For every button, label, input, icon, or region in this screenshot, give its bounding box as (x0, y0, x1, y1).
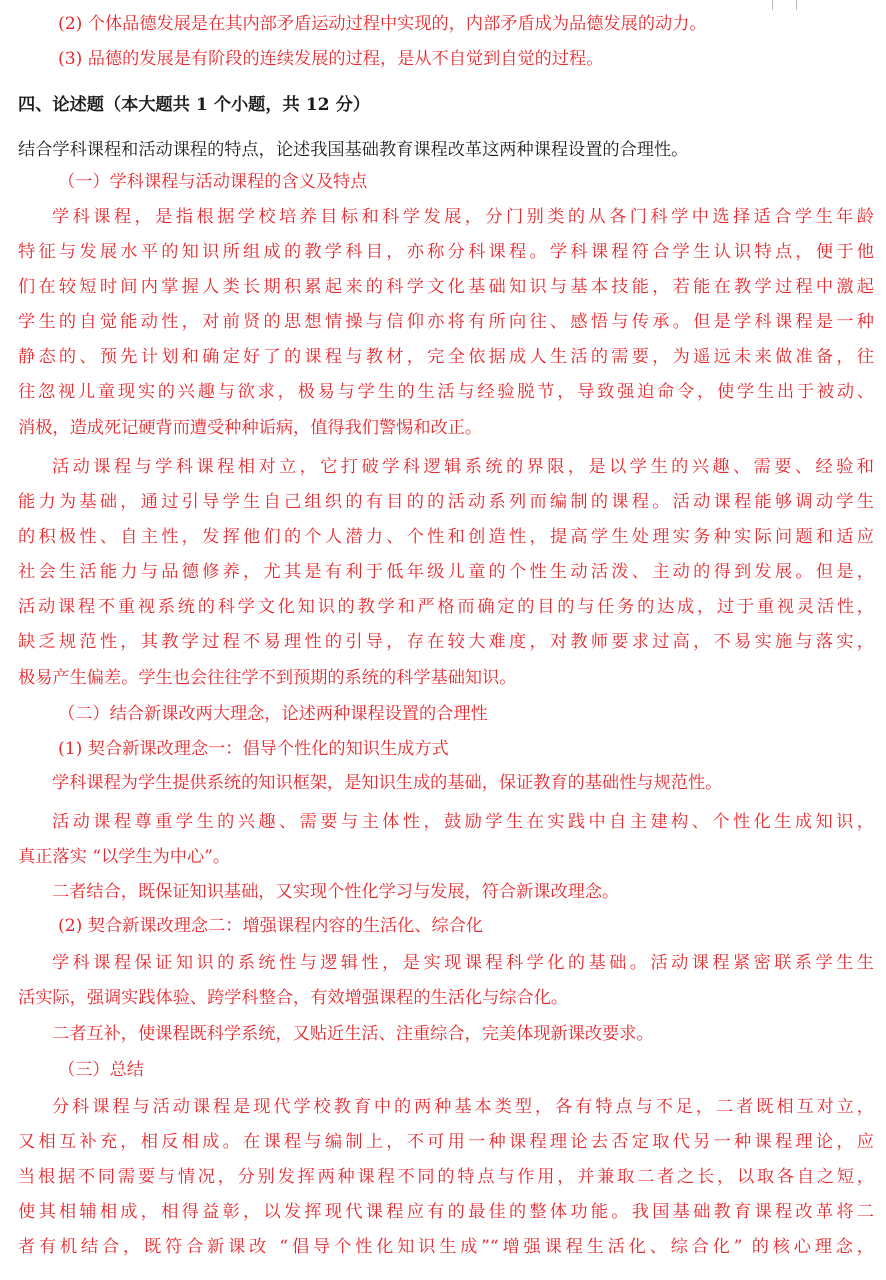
point-heading-1: (1) 契合新课改理念一：倡导个性化的知识生成方式 (58, 739, 449, 759)
paragraph-line: 当根据不同需要与情况，分别发挥两种课程不同的特点与作用，并兼取二者之长，以取各自之短， (18, 1167, 874, 1187)
paragraph-line: 的积极性、自主性，发挥他们的个人潜力、个性和创造性，提高学生处理实务种实际问题和适应 (18, 527, 874, 547)
paragraph-line: 活动课程与学科课程相对立，它打破学科逻辑系统的界限，是以学生的兴趣、需要、经验和 (52, 457, 874, 477)
paragraph-line: 二者结合，既保证知识基础，又实现个性化学习与发展，符合新课改理念。 (52, 882, 620, 902)
paragraph-line: 往忽视儿童现实的兴趣与欲求，极易与学生的生活与经验脱节，导致强迫命令，使学生出于被动、 (18, 382, 874, 402)
paragraph-line: 消极，造成死记硬背而遭受种种诟病，值得我们警惕和改正。 (18, 418, 483, 438)
paragraph-line: 学科课程保证知识的系统性与逻辑性，是实现课程科学化的基础。活动课程紧密联系学生生 (52, 953, 874, 973)
paragraph-line: 者有机结合，既符合新课改 “倡导个性化知识生成”“增强课程生活化、综合化” 的核心理念， (18, 1237, 874, 1257)
paragraph-line: 活实际，强调实践体验、跨学科整合，有效增强课程的生活化与综合化。 (18, 988, 569, 1008)
paragraph-line: 学科课程为学生提供系统的知识框架，是知识生成的基础，保证教育的基础性与规范性。 (52, 773, 723, 793)
paragraph-line: 社会生活能力与品德修养，尤其是有利于低年级儿童的个性生动活泼、主动的得到发展。但是， (18, 562, 874, 582)
page-corner-mark (772, 0, 773, 10)
paragraph-line: 活动课程不重视系统的科学文化知识的教学和严格而确定的目的与任务的达成，过于重视灵活性， (18, 597, 874, 617)
page-corner-mark (796, 0, 797, 10)
paragraph-line: 缺乏规范性，其教学过程不易理性的引导，存在较大难度，对教师要求过高，不易实施与落实， (18, 632, 874, 652)
question-text: 结合学科课程和活动课程的特点，论述我国基础教育课程改革这两种课程设置的合理性。 (18, 140, 689, 160)
paragraph-line: 静态的、预先计划和确定好了的课程与教材，完全依据成人生活的需要，为遥远未来做准备，往 (18, 347, 874, 367)
paragraph-line: 能力为基础，通过引导学生自己组织的有目的的活动系列而编制的课程。活动课程能够调动学生 (18, 492, 874, 512)
paragraph-line: 们在较短时间内掌握人类长期积累起来的科学文化基础知识与基本技能，若能在教学过程中激起 (18, 277, 874, 297)
subheading-1: （一）学科课程与活动课程的含义及特点 (58, 172, 368, 192)
subheading-2: （二）结合新课改两大理念，论述两种课程设置的合理性 (58, 704, 488, 724)
paragraph-line: 活动课程尊重学生的兴趣、需要与主体性，鼓励学生在实践中自主建构、个性化生成知识， (52, 812, 874, 832)
paragraph-line: 分科课程与活动课程是现代学校教育中的两种基本类型，各有特点与不足，二者既相互对立， (52, 1097, 874, 1117)
point-heading-2: (2) 契合新课改理念二：增强课程内容的生活化、综合化 (58, 916, 484, 936)
paragraph-line: 二者互补，使课程既科学系统，又贴近生活、注重综合，完美体现新课改要求。 (52, 1024, 654, 1044)
section-heading: 四、论述题（本大题共 1 个小题，共 12 分） (18, 95, 371, 115)
paragraph-line: 真正落实 “以学生为中心”。 (18, 847, 231, 867)
paragraph-line: 特征与发展水平的知识所组成的教学科目，亦称分科课程。学科课程符合学生认识特点，便于他 (18, 242, 874, 262)
subheading-3: （三）总结 (58, 1060, 144, 1080)
paragraph-line: 极易产生偏差。学生也会往往学不到预期的系统的科学基础知识。 (18, 668, 517, 688)
paragraph-line: 又相互补充，相反相成。在课程与编制上，不可用一种课程理论去否定取代另一种课程理论，应 (18, 1132, 874, 1152)
answer-point-2: (2) 个体品德发展是在其内部矛盾运动过程中实现的，内部矛盾成为品德发展的动力。 (58, 14, 707, 34)
paragraph-line: 使其相辅相成，相得益彰，以发挥现代课程应有的最佳的整体功能。我国基础教育课程改革将二 (18, 1202, 874, 1222)
paragraph-line: 学生的自觉能动性，对前贤的思想情操与信仰亦将有所向往、感悟与传承。但是学科课程是一种 (18, 312, 874, 332)
answer-point-3: (3) 品德的发展是有阶段的连续发展的过程，是从不自觉到自觉的过程。 (58, 49, 604, 69)
paragraph-line: 学科课程，是指根据学校培养目标和科学发展，分门别类的从各门科学中选择适合学生年龄 (52, 207, 874, 227)
